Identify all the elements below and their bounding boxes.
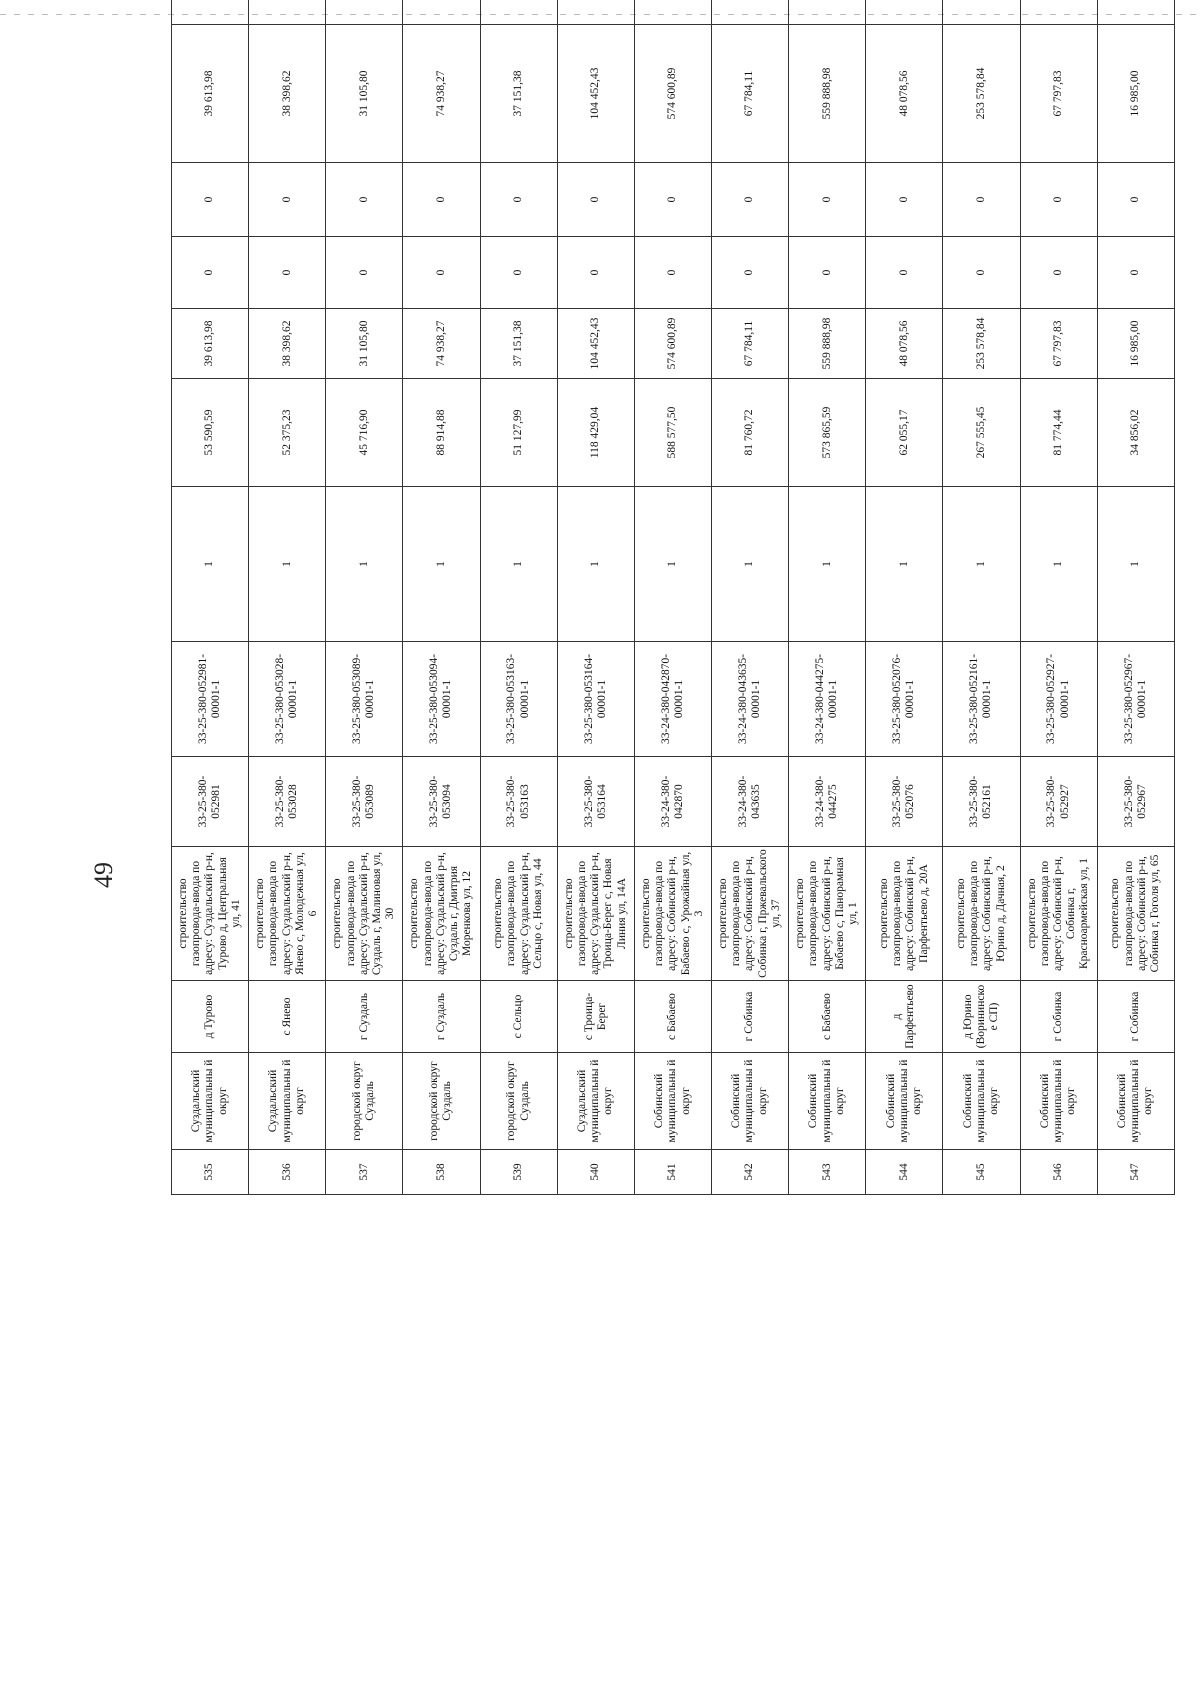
object-code-cell: 33-25-380-052981 [172, 757, 249, 847]
zero-value-cell [711, 0, 788, 25]
locality-cell: г Суздаль [326, 981, 403, 1053]
connection-code-cell: 33-25-380-053089-00001-1 [326, 642, 403, 757]
work-description-cell: строительство газопровода-ввода по адресу: Суздальский р-н, Суздаль г, Малиновая ул, 30 [326, 847, 403, 981]
total-cost-cell: 588 577,50 [634, 379, 711, 487]
work-description-cell: строительство газопровода-ввода по адресу: Собинский р-н, Собинка г, Красноармейская ул, 1 [1020, 847, 1097, 981]
quantity-cell: 1 [326, 487, 403, 642]
connection-code-cell: 33-24-380-044275-00001-1 [789, 642, 866, 757]
quantity-cell: 1 [557, 487, 634, 642]
district-cell: городской округ Суздаль [480, 1053, 557, 1150]
work-description-cell: строительство газопровода-ввода по адресу: Суздальский р-н, Суздаль г, Дмитрия Моренкова ул, 12 [403, 847, 480, 981]
amount-repeat-cell: 74 938,27 [403, 25, 480, 163]
total-cost-cell: 573 865,59 [789, 379, 866, 487]
connection-code-cell: 33-25-380-052076-00001-1 [866, 642, 943, 757]
amount-repeat-cell: 38 398,62 [249, 25, 326, 163]
table-row [249, 0, 326, 1195]
amount-cell: 67 797,83 [1020, 309, 1097, 379]
locality-cell: с Бабаево [789, 981, 866, 1053]
zero-value-cell [1097, 0, 1174, 25]
zero-value-cell: 0 [326, 163, 403, 237]
work-description-cell: строительство газопровода-ввода по адресу: Суздальский р-н, Турово д, Центральная ул, 41 [172, 847, 249, 981]
district-cell: Собинский муниципальны й округ [1020, 1053, 1097, 1150]
total-cost-cell: 267 555,45 [943, 379, 1020, 487]
amount-cell: 104 452,43 [557, 309, 634, 379]
zero-value-cell [1020, 0, 1097, 25]
table-row [866, 0, 943, 1195]
amount-cell: 48 078,56 [866, 309, 943, 379]
object-code-cell: 33-25-380-052161 [943, 757, 1020, 847]
locality-cell: с Янево [249, 981, 326, 1053]
total-cost-cell: 88 914,88 [403, 379, 480, 487]
row-number-cell: 544 [866, 1150, 943, 1195]
object-code-cell: 33-25-380-053163 [480, 757, 557, 847]
total-cost-cell: 62 055,17 [866, 379, 943, 487]
object-code-cell: 33-25-380-053089 [326, 757, 403, 847]
connection-code-cell: 33-24-380-042870-00001-1 [634, 642, 711, 757]
row-number-cell: 539 [480, 1150, 557, 1195]
zero-value-cell: 0 [557, 237, 634, 309]
object-code-cell: 33-24-380-044275 [789, 757, 866, 847]
locality-cell: д Турово [172, 981, 249, 1053]
object-code-cell: 33-25-380-052967 [1097, 757, 1174, 847]
total-cost-cell: 51 127,99 [480, 379, 557, 487]
table-row [1097, 0, 1174, 1195]
zero-value-cell [866, 0, 943, 25]
zero-value-cell [557, 0, 634, 25]
zero-value-cell: 0 [711, 163, 788, 237]
zero-value-cell: 0 [1020, 237, 1097, 309]
object-code-cell: 33-25-380-052927 [1020, 757, 1097, 847]
amount-repeat-cell: 37 151,38 [480, 25, 557, 163]
locality-cell: с Троица-Берег [557, 981, 634, 1053]
connection-code-cell: 33-25-380-052927-00001-1 [1020, 642, 1097, 757]
total-cost-cell: 81 774,44 [1020, 379, 1097, 487]
zero-value-cell: 0 [403, 163, 480, 237]
quantity-cell: 1 [403, 487, 480, 642]
district-cell: Собинский муниципальны й округ [789, 1053, 866, 1150]
zero-value-cell: 0 [634, 237, 711, 309]
connection-code-cell: 33-25-380-052981-00001-1 [172, 642, 249, 757]
quantity-cell: 1 [634, 487, 711, 642]
work-description-cell: строительство газопровода-ввода по адресу: Суздальский р-н, Троица-Берег с, Новая Линия ул, 14А [557, 847, 634, 981]
amount-repeat-cell: 48 078,56 [866, 25, 943, 163]
object-code-cell: 33-25-380-052076 [866, 757, 943, 847]
zero-value-cell: 0 [172, 163, 249, 237]
row-number-cell: 546 [1020, 1150, 1097, 1195]
quantity-cell: 1 [711, 487, 788, 642]
amount-cell: 31 105,80 [326, 309, 403, 379]
locality-cell: д Юрино (Ворининское СП) [943, 981, 1020, 1053]
table-body [172, 0, 1175, 1195]
connection-code-cell: 33-25-380-053094-00001-1 [403, 642, 480, 757]
zero-value-cell: 0 [172, 237, 249, 309]
connection-code-cell: 33-24-380-043635-00001-1 [711, 642, 788, 757]
district-cell: городской округ Суздаль [403, 1053, 480, 1150]
work-description-cell: строительство газопровода-ввода по адресу: Собинский р-н, Бабаево с, Урожайная ул, 3 [634, 847, 711, 981]
work-description-cell: строительство газопровода-ввода по адресу: Собинский р-н, Собинка г, Пржевальского ул, 37 [711, 847, 788, 981]
district-cell: Собинский муниципальны й округ [866, 1053, 943, 1150]
work-description-cell: строительство газопровода-ввода по адресу: Собинский р-н, Бабаево с, Панорамная ул, 1 [789, 847, 866, 981]
amount-cell: 574 600,89 [634, 309, 711, 379]
row-number-cell: 540 [557, 1150, 634, 1195]
zero-value-cell: 0 [866, 237, 943, 309]
zero-value-cell [172, 0, 249, 25]
zero-value-cell [943, 0, 1020, 25]
zero-value-cell: 0 [943, 163, 1020, 237]
zero-value-cell: 0 [1097, 163, 1174, 237]
zero-value-cell [249, 0, 326, 25]
quantity-cell: 1 [1020, 487, 1097, 642]
table-row [711, 0, 788, 1195]
row-number-cell: 538 [403, 1150, 480, 1195]
zero-value-cell: 0 [789, 237, 866, 309]
table-row [326, 0, 403, 1195]
total-cost-cell: 53 590,59 [172, 379, 249, 487]
row-number-cell: 536 [249, 1150, 326, 1195]
quantity-cell: 1 [866, 487, 943, 642]
zero-value-cell [480, 0, 557, 25]
object-code-cell: 33-24-380-043635 [711, 757, 788, 847]
quantity-cell: 1 [1097, 487, 1174, 642]
row-number-cell: 542 [711, 1150, 788, 1195]
zero-value-cell [634, 0, 711, 25]
amount-repeat-cell: 31 105,80 [326, 25, 403, 163]
district-cell: Суздальский муниципальны й округ [172, 1053, 249, 1150]
amount-cell: 16 985,00 [1097, 309, 1174, 379]
amount-cell: 38 398,62 [249, 309, 326, 379]
zero-value-cell [326, 0, 403, 25]
district-cell: Собинский муниципальны й округ [943, 1053, 1020, 1150]
amount-repeat-cell: 559 888,98 [789, 25, 866, 163]
zero-value-cell: 0 [326, 237, 403, 309]
object-code-cell: 33-25-380-053164 [557, 757, 634, 847]
total-cost-cell: 34 856,02 [1097, 379, 1174, 487]
amount-cell: 67 784,11 [711, 309, 788, 379]
work-description-cell: строительство газопровода-ввода по адресу: Собинский р-н, Юрино д, Дачная, 2 [943, 847, 1020, 981]
amount-repeat-cell: 104 452,43 [557, 25, 634, 163]
work-description-cell: строительство газопровода-ввода по адресу: Суздальский р-н, Янево с, Молодежная ул, 6 [249, 847, 326, 981]
quantity-cell: 1 [943, 487, 1020, 642]
amount-cell: 253 578,84 [943, 309, 1020, 379]
zero-value-cell [403, 0, 480, 25]
amount-repeat-cell: 67 797,83 [1020, 25, 1097, 163]
table-row [480, 0, 557, 1195]
amount-repeat-cell: 39 613,98 [172, 25, 249, 163]
amount-repeat-cell: 16 985,00 [1097, 25, 1174, 163]
object-code-cell: 33-25-380-053028 [249, 757, 326, 847]
row-number-cell: 535 [172, 1150, 249, 1195]
work-description-cell: строительство газопровода-ввода по адресу: Собинский р-н, Собинка г, Гоголя ул, 65 [1097, 847, 1174, 981]
connection-code-cell: 33-25-380-052161-00001-1 [943, 642, 1020, 757]
quantity-cell: 1 [172, 487, 249, 642]
row-number-cell: 537 [326, 1150, 403, 1195]
zero-value-cell: 0 [557, 163, 634, 237]
zero-value-cell: 0 [249, 163, 326, 237]
district-cell: Суздальский муниципальны й округ [557, 1053, 634, 1150]
object-code-cell: 33-24-380-042870 [634, 757, 711, 847]
table-row [943, 0, 1020, 1195]
locality-cell: с Сельцо [480, 981, 557, 1053]
zero-value-cell: 0 [943, 237, 1020, 309]
district-cell: Суздальский муниципальны й округ [249, 1053, 326, 1150]
table-row [634, 0, 711, 1195]
work-description-cell: строительство газопровода-ввода по адресу: Собинский р-н, Парфентьево д, 20А [866, 847, 943, 981]
total-cost-cell: 81 760,72 [711, 379, 788, 487]
table-row [557, 0, 634, 1195]
rotated-table-wrapper [171, 67, 1175, 1195]
connection-code-cell: 33-25-380-052967-00001-1 [1097, 642, 1174, 757]
locality-cell: г Собинка [1097, 981, 1174, 1053]
locality-cell: д Парфентьево [866, 981, 943, 1053]
table-row [1020, 0, 1097, 1195]
total-cost-cell: 118 429,04 [557, 379, 634, 487]
table-row [789, 0, 866, 1195]
amount-cell: 39 613,98 [172, 309, 249, 379]
district-cell: Собинский муниципальны й округ [1097, 1053, 1174, 1150]
locality-cell: с Бабаево [634, 981, 711, 1053]
amount-cell: 37 151,38 [480, 309, 557, 379]
zero-value-cell [789, 0, 866, 25]
quantity-cell: 1 [480, 487, 557, 642]
connection-code-cell: 33-25-380-053163-00001-1 [480, 642, 557, 757]
locality-cell: г Собинка [1020, 981, 1097, 1053]
quantity-cell: 1 [249, 487, 326, 642]
locality-cell: г Суздаль [403, 981, 480, 1053]
zero-value-cell: 0 [1097, 237, 1174, 309]
table-row [172, 0, 249, 1195]
amount-cell: 559 888,98 [789, 309, 866, 379]
row-number-cell: 547 [1097, 1150, 1174, 1195]
zero-value-cell: 0 [480, 237, 557, 309]
connection-code-cell: 33-25-380-053164-00001-1 [557, 642, 634, 757]
row-number-cell: 545 [943, 1150, 1020, 1195]
district-cell: Собинский муниципальны й округ [634, 1053, 711, 1150]
work-description-cell: строительство газопровода-ввода по адресу: Суздальский р-н, Сельцо с, Новая ул, 44 [480, 847, 557, 981]
table-row [403, 0, 480, 1195]
row-number-cell: 541 [634, 1150, 711, 1195]
quantity-cell: 1 [789, 487, 866, 642]
district-cell: городской округ Суздаль [326, 1053, 403, 1150]
zero-value-cell: 0 [711, 237, 788, 309]
zero-value-cell: 0 [480, 163, 557, 237]
zero-value-cell: 0 [1020, 163, 1097, 237]
zero-value-cell: 0 [403, 237, 480, 309]
zero-value-cell: 0 [866, 163, 943, 237]
zero-value-cell: 0 [789, 163, 866, 237]
amount-repeat-cell: 574 600,89 [634, 25, 711, 163]
total-cost-cell: 52 375,23 [249, 379, 326, 487]
connection-code-cell: 33-25-380-053028-00001-1 [249, 642, 326, 757]
amount-repeat-cell: 67 784,11 [711, 25, 788, 163]
gas-pipeline-register-table [171, 0, 1175, 1195]
amount-repeat-cell: 253 578,84 [943, 25, 1020, 163]
locality-cell: г Собинка [711, 981, 788, 1053]
amount-cell: 74 938,27 [403, 309, 480, 379]
district-cell: Собинский муниципальны й округ [711, 1053, 788, 1150]
zero-value-cell: 0 [634, 163, 711, 237]
total-cost-cell: 45 716,90 [326, 379, 403, 487]
zero-value-cell: 0 [249, 237, 326, 309]
row-number-cell: 543 [789, 1150, 866, 1195]
page-number: 49 [89, 862, 118, 888]
object-code-cell: 33-25-380-053094 [403, 757, 480, 847]
